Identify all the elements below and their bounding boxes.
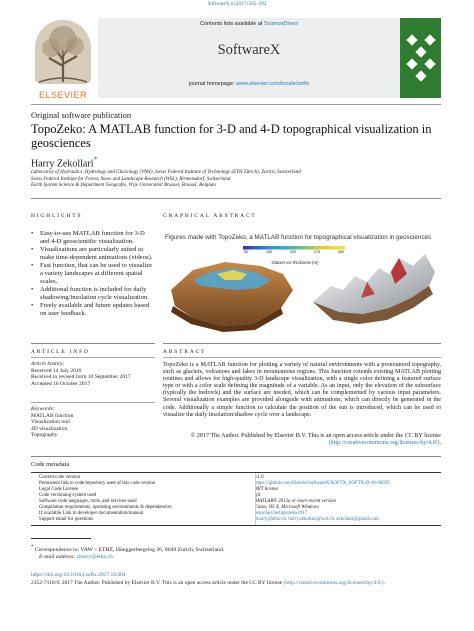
documentation-link[interactable]: zekollari.be/topozeko2017 [255,511,308,516]
license-link[interactable]: (http://creativecommons.org/licenses/by/4.0/) [328,440,440,447]
affiliation: Earth System Science & Department Geografie, Vrije Universiteit Brussel, Brussel, Belgium [31,183,216,189]
colorbar-tick: 200 [289,250,297,254]
author-footnote-mark[interactable]: * [93,155,98,164]
journal-name: SoftwareX [217,42,281,58]
affiliation: Laboratory of Hydraulics, Hydrology and Glaciology (VAW), Swiss Federal Institute of Technology (ETH Zürich), Zurich, Switzerland [31,170,301,175]
highlights-list [31,230,153,319]
homepage-link[interactable]: www.elsevier.com/locate/softx [236,81,310,87]
elsevier-logo[interactable] [31,14,95,102]
row-value: git [255,493,261,498]
graphical-abstract-figure[interactable] [163,228,441,336]
keyword: 4D visualization [31,425,68,432]
colorbar-tick: 50 [244,250,249,254]
keywords-label: Keywords: [31,406,55,412]
contents-prefix: Contents lists available at [200,21,264,27]
support-email-link[interactable]: zharry@ethz.ch, harry.zekollari@wsl.ch, zekollari@gmail.com [255,517,379,522]
footnote-text: Correspondence to: VAW – ETHZ, Hönggerbergring 26, 8049 Zurich, Switzerland. [34,546,225,553]
colorbar-tick: 275 [313,250,321,254]
keyword: Topography [31,432,58,439]
copyright-line [163,433,441,447]
row-label: Current code version [39,475,81,480]
divider [31,198,441,199]
history-item: Received in revised form 10 September 2017 [31,374,131,381]
row-value: MIT license [255,487,279,492]
highlight-text: Easy-to-use MATLAB function for 3-D and 4-D geoscientific visualization. [40,230,145,245]
highlight-item [31,246,153,261]
journal-banner [98,18,400,98]
homepage-line [98,81,400,87]
highlight-text: Additional function is included for daily shadowing/insolation cycle visualization. [40,286,149,301]
bullet-icon: • [31,246,34,254]
divider [163,357,441,358]
homepage-prefix: journal homepage: [188,81,237,87]
tree-icon [35,20,91,84]
row-label: Support email for questions [39,517,94,522]
row-label: If available Link to developer documentation/manual [39,511,144,516]
highlight-text: Visualizations are particularly suited to make time-dependent animations (videos). [40,246,153,261]
keyword: MATLAB function [31,412,74,419]
footnote: * Correspondence to: VAW – ETHZ, Hönggerbergring 26, 8049 Zurich, Switzerland. E-mail address: zharry@ethz.ch. [31,545,225,561]
colorbar-tick: 350 [337,250,344,254]
row-value: MATLAB® 2012a or more recent version [255,499,337,504]
graphical-abstract-title: Figures made with TopoZeko, a MATLAB function for topographical visualization in geosciences [165,234,432,241]
affiliation: Swiss Federal Institute for Forest, Snow and Landscape Research (WSL), Birmensdorf, Switzerland [31,176,231,182]
bullet-icon: • [31,302,34,310]
divider [31,357,155,358]
code-metadata-table [31,472,441,526]
issn-line [31,580,441,586]
email-label: E-mail address: [39,554,77,561]
colorbar-ticks [244,250,344,254]
copyright-text: © 2017 The Author. Published by Elsevier B.V. This is an open access article under the CC BY license [190,433,441,439]
copyright-suffix: . [439,440,441,447]
keyword: Visualization tool [31,419,70,426]
highlight-text: Fast function, that can be used to visualize a variety landscapes at different spatial scales. [40,262,153,285]
table-row [31,517,441,523]
bullet-icon: • [31,262,34,270]
row-label: Permanent link to code/repository used of this code version [39,481,156,486]
footnote-mark: * [31,545,34,550]
bullet-icon: • [31,286,34,294]
doi-link[interactable]: https://doi.org/10.1016/j.softx.2017.10.004 [31,572,126,578]
divider [31,456,441,457]
elsevier-wordmark: ELSEVIER [38,90,88,100]
softwarex-logo[interactable] [400,18,441,98]
article-history [31,361,155,387]
article-info-heading: ARTICLE INFO [31,349,90,355]
abstract-text: TopoZeko is a MATLAB function for plotting a variety of natural environments with a pronounced topography, such as glaciers, volcanoes and lakes in mountainous regions. This function extends existing MATLAB plotting routines and allows for high-quality 3-D landscape visualization, with a single color defining a featured surface type or with a color scale defining the magnitude of a variable. As an input, only the elevation of the subsurface (typically the bedrock) and the surface are needed, which can be complemented by various input parameters. Several visualization examples are provided alongside with animations, which can directly be generated in the code. Additionally a simple function to calculate the position of the sun is introduced, which can be used to visualize the daily insolation/shadow cycle over a landscape. [163,362,441,418]
abstract-heading: ABSTRACT [163,349,207,355]
highlight-item [31,286,153,301]
article-type: Original software publication [31,110,132,120]
author-name: Harry Zekollari [31,158,94,170]
article-title: TopoZeko: A MATLAB function for 3-D and 4-D topographical visualization in geosciences [31,122,432,150]
code-metadata-heading: Code metadata [31,461,70,468]
highlight-item [31,262,153,285]
divider [163,343,441,344]
highlight-text: Freely available and future updates based on user feedback. [40,302,150,317]
divider [31,104,441,105]
footer-license-link[interactable]: (http://creativecommons.org/licenses/by/4.0/) [283,580,384,586]
history-item: Accepted 16 October 2017 [31,380,91,387]
sciencedirect-link[interactable]: ScienceDirect [263,21,298,27]
row-label: Code versioning system used [39,493,97,498]
highlights-heading: HIGHLIGHTS [31,213,83,219]
affiliations [31,170,441,190]
repository-link[interactable]: https://github.com/ElsevierSoftwareX/SOFTX_SOFTX-D-16-00059 [255,481,390,486]
keywords [31,406,155,439]
contents-line [98,21,400,27]
graphical-abstract-image [163,228,441,336]
issn-text: 2352-7110/© 2017 The Author. Published by Elsevier B.V. This is an open access article under the CC BY license [31,580,284,586]
author [31,155,98,169]
row-value: Linux, OS X, Microsoft Windows [255,505,319,510]
history-label: Article history: [31,361,65,367]
softwarex-x-icon [404,30,438,86]
email-link[interactable]: zharry@ethz.ch [76,554,113,561]
highlight-item [31,302,153,317]
graphical-abstract-heading: GRAPHICAL ABSTRACT [163,213,257,219]
issn-suffix: . [383,580,385,586]
highlight-item [31,230,153,245]
colorbar-label: Glacier ice thickness (m) [271,260,319,265]
row-label: Compilation requirements, operating environments & dependencies [39,505,172,510]
history-item: Received 14 July 2016 [31,367,82,374]
row-label: Software code languages, tools, and services used [39,499,137,504]
divider [31,402,155,403]
row-label: Legal Code License [39,487,79,492]
divider [31,343,155,344]
footnote-divider [31,538,91,539]
row-value: v1.0 [255,475,264,480]
table-divider [255,473,256,525]
journal-citation[interactable]: SoftwareX 6 (2017) 285–292 [207,2,267,7]
bullet-icon: • [31,230,34,237]
colorbar-tick: 100 [265,250,273,254]
